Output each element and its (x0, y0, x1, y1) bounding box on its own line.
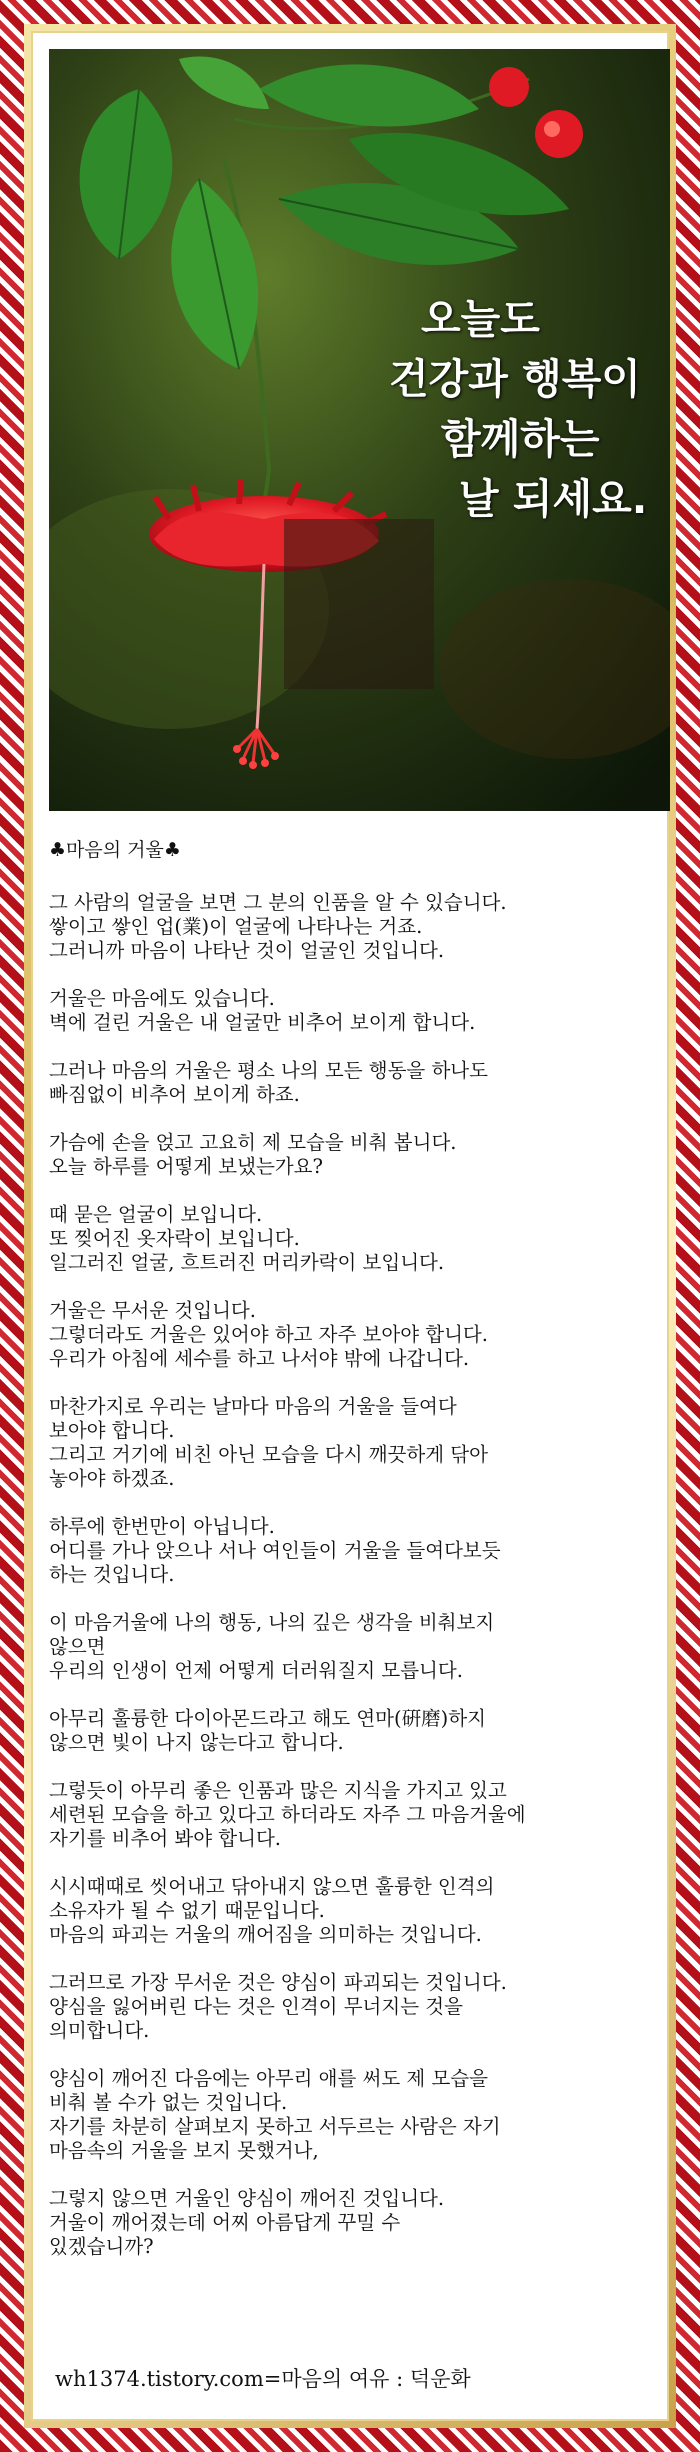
paragraph-line: 거울은 무서운 것입니다. (49, 1299, 256, 1322)
paragraph (49, 2067, 649, 2163)
paragraph-line: 양심을 잃어버린 다는 것은 인격이 무너지는 것을 (49, 1995, 463, 2018)
paragraph-line: 의미합니다. (49, 2019, 150, 2042)
paragraph-line: 아무리 훌륭한 다이아몬드라고 해도 연마(硏磨)하지 (49, 1707, 486, 1730)
paragraph (49, 1779, 649, 1851)
paragraph (49, 1515, 649, 1587)
paragraph-line: 또 찢어진 옷자락이 보입니다. (49, 1227, 300, 1250)
paragraph (49, 1395, 649, 1491)
paragraph (49, 1059, 649, 1107)
paragraph-line: 하루에 한번만이 아닙니다. (49, 1515, 275, 1538)
paragraph-line: 우리의 인생이 언제 어떻게 더러워질지 모릅니다. (49, 1659, 463, 1682)
paragraph (49, 1131, 649, 1179)
paragraph (49, 1971, 649, 2043)
paragraph-line: 놓아야 하겠죠. (49, 1467, 175, 1490)
article-body (49, 891, 649, 2283)
paragraph-line: 않으면 (49, 1635, 106, 1658)
paragraph-line: 마음의 파괴는 거울의 깨어짐을 의미하는 것입니다. (49, 1923, 482, 1946)
paragraph-line: 그러므로 가장 무서운 것은 양심이 파괴되는 것입니다. (49, 1971, 507, 1994)
paragraph-line: 그러나 마음의 거울은 평소 나의 모든 행동을 하나도 (49, 1059, 488, 1082)
greeting-line-2: 건강과 행복이 (389, 355, 641, 403)
paragraph-line: 그 사람의 얼굴을 보면 그 분의 인품을 알 수 있습니다. (49, 891, 507, 914)
source-credit: wh1374.tistory.com=마음의 여유 : 덕운화 (55, 2367, 471, 2391)
greeting-line-4: 날 되세요. (459, 475, 648, 523)
paragraph-line: 세련된 모습을 하고 있다고 하더라도 자주 그 마음거울에 (49, 1803, 526, 1826)
paragraph (49, 1203, 649, 1275)
content-panel (31, 31, 669, 2421)
paragraph-line: 비춰 볼 수가 없는 것입니다. (49, 2091, 288, 2114)
gold-border (24, 24, 676, 2428)
paragraph-line: 때 묻은 얼굴이 보입니다. (49, 1203, 263, 1226)
paragraph-line: 일그러진 얼굴, 흐트러진 머리카락이 보입니다. (49, 1251, 445, 1274)
paragraph-line: 자기를 차분히 살펴보지 못하고 서두르는 사람은 자기 (49, 2115, 501, 2138)
paragraph-line: 이 마음거울에 나의 행동, 나의 깊은 생각을 비춰보지 (49, 1611, 495, 1634)
greeting-line-3: 함께하는 (441, 415, 600, 463)
paragraph-line: 벽에 걸린 거울은 내 얼굴만 비추어 보이게 합니다. (49, 1011, 476, 1034)
paragraph-line: 빠짐없이 비추어 보이게 하죠. (49, 1083, 300, 1106)
paragraph (49, 987, 649, 1035)
paragraph-line: 그렇더라도 거울은 있어야 하고 자주 보아야 합니다. (49, 1323, 488, 1346)
paragraph-line: 그리고 거기에 비친 아닌 모습을 다시 깨끗하게 닦아 (49, 1443, 488, 1466)
paragraph-line: 그렇지 않으면 거울인 양심이 깨어진 것입니다. (49, 2187, 445, 2210)
paragraph-line: 하는 것입니다. (49, 1563, 175, 1586)
paragraph-line: 그렇듯이 아무리 좋은 인품과 많은 지식을 가지고 있고 (49, 1779, 507, 1802)
paragraph-line: 가슴에 손을 얹고 고요히 제 모습을 비춰 봅니다. (49, 1131, 457, 1154)
paragraph-line: 어디를 가나 앉으나 서나 여인들이 거울을 들여다보듯 (49, 1539, 501, 1562)
paragraph-line: 오늘 하루를 어떻게 보냈는가요? (49, 1155, 323, 1178)
paragraph (49, 1707, 649, 1755)
paragraph (49, 1611, 649, 1683)
paragraph (49, 1299, 649, 1371)
paragraph-line: 거울이 깨어졌는데 어찌 아름답게 꾸밀 수 (49, 2211, 401, 2234)
paragraph-line: 않으면 빛이 나지 않는다고 합니다. (49, 1731, 344, 1754)
paragraph-line: 거울은 마음에도 있습니다. (49, 987, 275, 1010)
paragraph-line: 소유자가 될 수 없기 때문입니다. (49, 1899, 325, 1922)
greeting-overlay (389, 289, 659, 529)
hibiscus-photo (49, 49, 670, 811)
paragraph-line: 있겠습니까? (49, 2235, 154, 2258)
article-title: ♣마음의 거울♣ (49, 839, 181, 861)
paragraph (49, 2187, 649, 2259)
greeting-line-1: 오늘도 (421, 295, 540, 343)
paragraph-line: 시시때때로 씻어내고 닦아내지 않으면 훌륭한 인격의 (49, 1875, 495, 1898)
paragraph-line: 우리가 아침에 세수를 하고 나서야 밖에 나갑니다. (49, 1347, 470, 1370)
paragraph-line: 자기를 비추어 봐야 합니다. (49, 1827, 282, 1850)
paragraph-line: 쌓이고 쌓인 업(業)이 얼굴에 나타나는 거죠. (49, 915, 423, 938)
paragraph-line: 그러니까 마음이 나타난 것이 얼굴인 것입니다. (49, 939, 445, 962)
paragraph (49, 891, 649, 963)
paragraph-line: 양심이 깨어진 다음에는 아무리 애를 써도 제 모습을 (49, 2067, 488, 2090)
paragraph (49, 1875, 649, 1947)
paragraph-line: 마찬가지로 우리는 날마다 마음의 거울을 들여다 (49, 1395, 457, 1418)
paragraph-line: 보아야 합니다. (49, 1419, 175, 1442)
paragraph-line: 마음속의 거울을 보지 못했거나, (49, 2139, 319, 2162)
